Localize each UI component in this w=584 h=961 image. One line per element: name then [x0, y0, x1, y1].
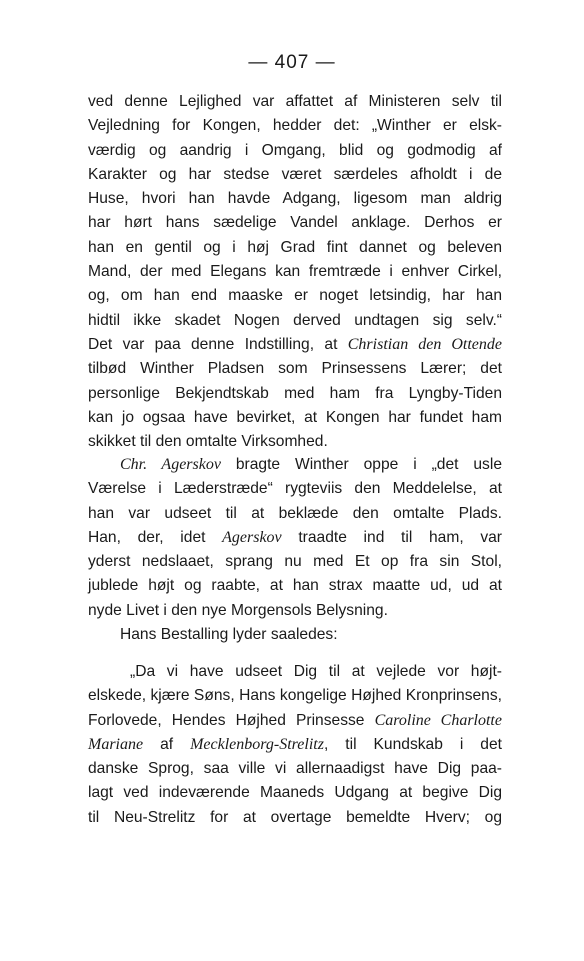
text-run: Hans Bestalling lyder saaledes: — [120, 626, 338, 643]
text-run: elskede, kjære Søns, Hans kongelige Højhed Kronprinsens, — [88, 687, 502, 705]
text-run: han var udseet til at beklæde den omtalte Plads. — [88, 504, 502, 522]
text-run: Han, der, idet — [88, 528, 223, 546]
text-line — [88, 260, 502, 284]
text-run: „Da vi have udseet Dig til at vejlede vor højt- — [130, 663, 502, 680]
emphasized-name: Mariane — [88, 735, 144, 753]
text-line — [88, 430, 502, 454]
emphasized-name: Christian den Ottende — [347, 335, 502, 353]
text-run: ved denne Lejlighed var affattet af Ministeren selv til — [88, 93, 502, 110]
text-run: Mand, der med Elegans kan fremtræde i enhver Cirkel, — [88, 263, 502, 281]
text-run: han en gentil og i høj Grad fint dannet og beleven — [88, 238, 502, 256]
text-line — [88, 550, 502, 574]
text-line — [88, 187, 502, 211]
text-line — [88, 623, 502, 647]
text-line — [88, 284, 502, 308]
emphasized-name: Chr. Agerskov — [120, 456, 221, 473]
text-run: Det var paa denne Indstilling, at — [88, 335, 348, 353]
text-run: af — [143, 735, 191, 753]
text-run: Forlovede, Hendes Højhed Prinsesse — [88, 711, 375, 729]
paragraph-bestalling-intro — [88, 623, 502, 647]
text-line — [88, 733, 502, 757]
paragraph-winther-description — [88, 90, 502, 454]
text-line — [88, 526, 502, 550]
text-line — [88, 757, 502, 781]
text-run: Huse, hvori han havde Adgang, ligesom man aldrig — [88, 190, 502, 208]
text-run: bragte Winther oppe i „det usle — [220, 456, 502, 473]
text-line — [88, 502, 502, 526]
text-run: jublede højt og raabte, at han strax maatte ud, ud at — [88, 577, 502, 595]
text-run: , til Kundskab i det — [323, 735, 502, 753]
text-line — [88, 382, 502, 406]
text-line — [88, 660, 502, 684]
text-line — [88, 236, 502, 260]
text-line — [88, 781, 502, 805]
text-line — [88, 333, 502, 357]
text-run: kan jo ogsaa have bevirket, at Kongen har fundet ham — [88, 408, 502, 426]
text-line — [88, 574, 502, 598]
text-run: værdig og aandrig i Omgang, blid og godmodig af — [88, 141, 502, 159]
emphasized-name: Mecklenborg-Strelitz — [190, 735, 324, 753]
text-line — [88, 709, 502, 733]
text-run: danske Sprog, saa ville vi allernaadigst have Dig paa- — [88, 760, 502, 778]
text-run: Værelse i Læderstræde“ rygteviis den Meddelelse, at — [88, 480, 502, 498]
text-run: tilbød Winther Pladsen som Prinsessens Lærer; det — [88, 360, 502, 378]
text-line — [88, 477, 502, 501]
text-line — [88, 309, 502, 333]
text-run: til Neu-Strelitz for at overtage bemeldte Hverv; og — [88, 808, 502, 826]
text-line — [88, 90, 502, 114]
text-run: yderst nedslaaet, sprang nu med Et op fra sin Stol, — [88, 553, 502, 571]
paragraph-agerskov-news — [88, 453, 502, 623]
text-run: skikket til den omtalte Virksomhed. — [88, 433, 328, 451]
text-line — [88, 406, 502, 430]
text-run: Karakter og har stedse været særdeles afholdt i de — [88, 165, 502, 183]
text-run: hidtil ikke skadet Nogen derved undtagen sig selv.“ — [88, 311, 502, 329]
text-line — [88, 806, 502, 830]
text-run: Vejledning for Kongen, hedder det: „Winther er elsk- — [88, 117, 502, 135]
text-run: og, om han end maaske er noget letsindig, har han — [88, 287, 502, 305]
text-run: nyde Livet i den nye Morgensols Belysning. — [88, 601, 388, 619]
page-number: — 407 — — [248, 52, 336, 73]
text-line — [88, 599, 502, 623]
text-run: traadte ind til ham, var — [281, 528, 502, 546]
text-line — [88, 211, 502, 235]
quoted-bestalling-text — [88, 660, 502, 830]
text-line — [88, 163, 502, 187]
text-line — [88, 453, 502, 477]
text-line — [88, 139, 502, 163]
text-line — [88, 684, 502, 708]
text-run: lagt ved indeværende Maaneds Udgang at begive Dig — [88, 784, 502, 802]
emphasized-name: Caroline Charlotte — [374, 711, 502, 729]
text-line — [88, 357, 502, 381]
emphasized-name: Agerskov — [222, 528, 282, 546]
text-run: har hørt hans sædelige Vandel anklage. Derhos er — [88, 214, 502, 232]
text-run: personlige Bekjendtskab med ham fra Lyngby-Tiden — [88, 384, 502, 402]
text-line — [88, 114, 502, 138]
